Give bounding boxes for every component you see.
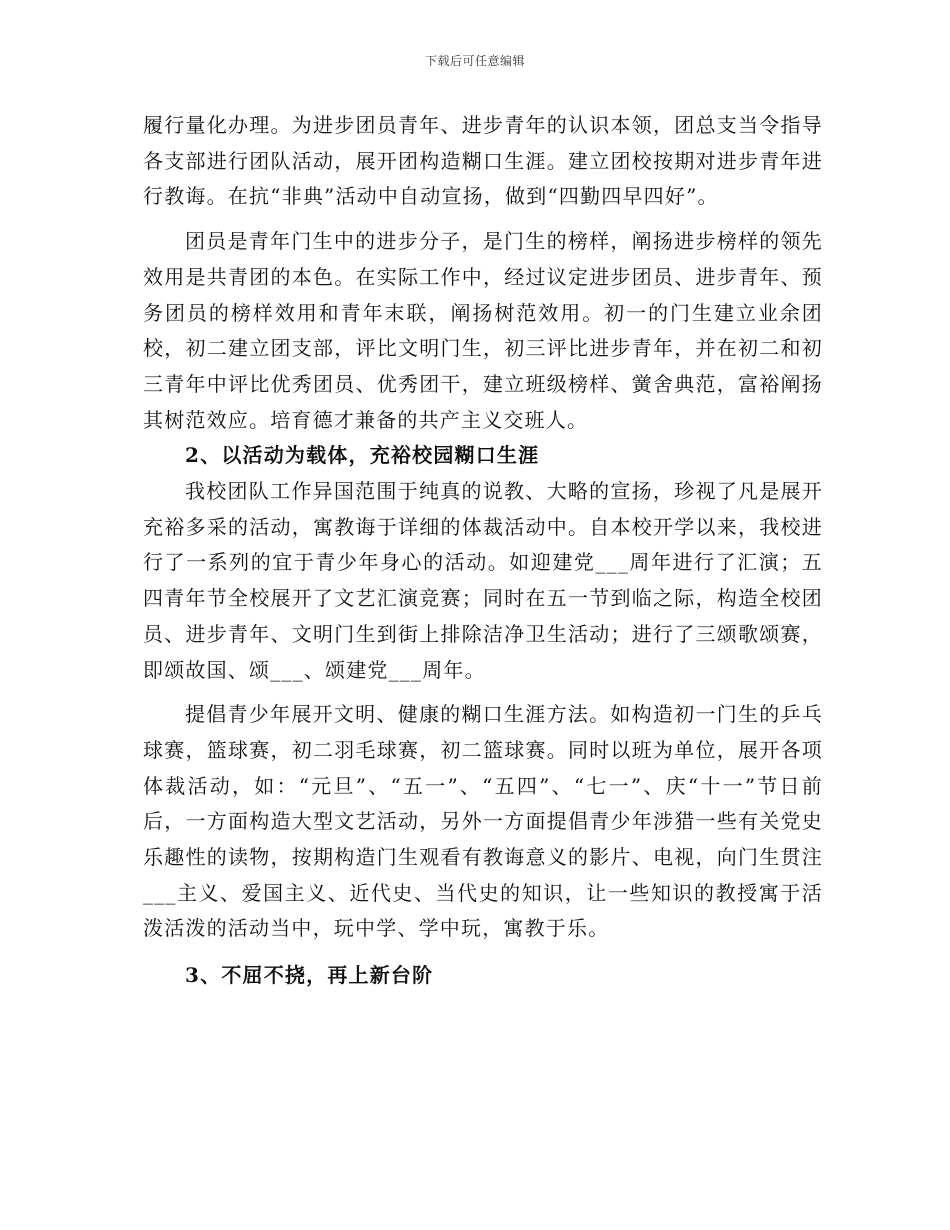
- paragraph-4: 提倡青少年展开文明、健康的糊口生涯方法。如构造初一门生的乒乓球赛，篮球赛，初二羽毛球赛，初二篮球赛。同时以班为单位，展开各项体裁活动，如：“元旦”、“五一”、“五四”、“七一”、庆“十一”节日前后，一方面构造大型文艺活动，另外一方面提倡青少年涉猎一些有关党史乐趣性的读物，按期构造门生观看有教诲意义的影片、电视，向门生贯注___主义、爱国主义、近代史、当代史的知识，让一些知识的教授寓于活泼活泼的活动当中，玩中学、学中玩，寓教于乐。: [143, 702, 823, 941]
- section-heading-3: 3、不屈不挠，再上新台阶: [185, 963, 434, 988]
- paragraph-3: 我校团队工作异国范围于纯真的说教、大略的宣扬，珍视了凡是展开充裕多采的活动，寓教诲于详细的体裁活动中。自本校开学以来，我校进行了一系列的宜于青少年身心的活动。如迎建党___周年进行了汇演；五四青年节全校展开了文艺汇演竞赛；同时在五一节到临之际，构造全校团员、进步青年、文明门生到街上排除洁净卫生活动；进行了三颂歌颂赛，即颂故国、颂___、颂建党___周年。: [143, 479, 823, 682]
- paragraph-2: 团员是青年门生中的进步分子，是门生的榜样，阐扬进步榜样的领先效用是共青团的本色。在实际工作中，经过议定进步团员、进步青年、预务团员的榜样效用和青年末联，阐扬树范效用。初一的门生建立业余团校，初二建立团支部，评比文明门生，初三评比进步青年，并在初二和初三青年中评比优秀团员、优秀团干，建立班级榜样、黉舍典范，富裕阐扬其树范效应。培育德才兼备的共产主义交班人。: [143, 229, 823, 432]
- page-header-note: 下载后可任意编辑: [424, 54, 525, 68]
- document-body: [143, 108, 823, 994]
- section-heading-2: 2、以活动为载体，充裕校园糊口生涯: [185, 443, 540, 468]
- paragraph-1: 履行量化办理。为进步团员青年、进步青年的认识本领，团总支当令指导各支部进行团队活动，展开团构造糊口生涯。建立团校按期对进步青年进行教诲。在抗“非典”活动中自动宣扬，做到“四勤四早四好”。: [143, 113, 823, 209]
